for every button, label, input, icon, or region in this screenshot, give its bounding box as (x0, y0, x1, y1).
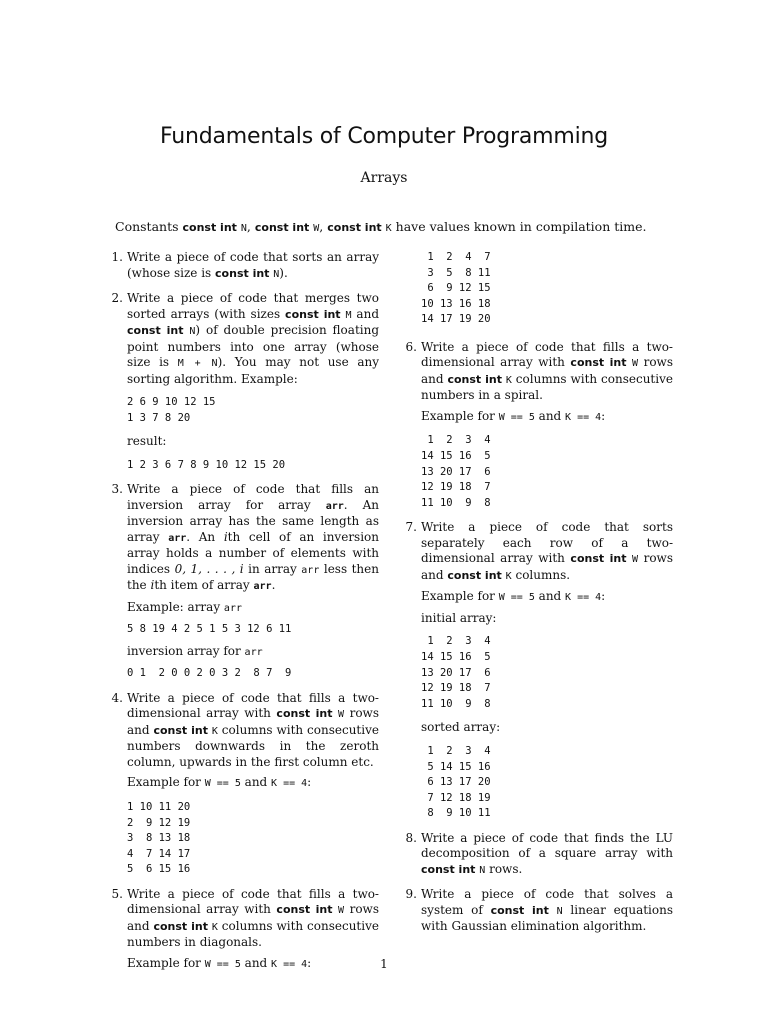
keyword: const int (421, 862, 476, 876)
example-label (421, 409, 673, 426)
document-subtitle: Arrays (360, 170, 408, 186)
text: Write a piece of code that solves a system of (421, 887, 673, 917)
text: less then the (127, 561, 379, 593)
keyword: const int (127, 324, 184, 337)
exercise-number: 8. (405, 830, 417, 845)
keyword: const int (327, 221, 382, 234)
example-label (421, 589, 673, 606)
text: : (307, 955, 312, 970)
text: th cell of an inversion array holds a number of elements with indices (127, 529, 380, 576)
text: Example for (127, 955, 205, 970)
text: ). (279, 265, 288, 280)
array-block: 5 8 19 4 2 5 1 5 3 12 6 11 (127, 623, 292, 636)
text: rows. (485, 861, 523, 876)
variable: M (345, 309, 352, 321)
text: and (534, 408, 566, 423)
intro-text: , (246, 219, 255, 234)
text: : (601, 408, 606, 423)
document-title: Fundamentals of Computer Programming (159, 124, 608, 149)
variable: W == 5 (204, 778, 241, 790)
variable: K (505, 374, 512, 386)
text: rows and (421, 551, 673, 582)
variable: i (150, 578, 155, 593)
intro-text: have values known in compilation time. (391, 219, 647, 234)
exercise-2 (107, 291, 379, 473)
text: Write a piece of code that fills a two-dimensional array with (421, 339, 673, 370)
text: : (601, 589, 606, 604)
variable: M + N (177, 358, 218, 369)
sorted-array-label: sorted array: (421, 720, 501, 735)
exercise-text (127, 291, 379, 387)
variable: W == 5 (498, 411, 535, 423)
text: Write a piece of code that fills a two-dimensional array with (127, 690, 379, 721)
exercise-4 (107, 691, 379, 878)
exercise-number: 1. (111, 250, 123, 264)
intro-paragraph (115, 218, 675, 237)
text: . An (186, 529, 224, 544)
exercise-7 (401, 520, 673, 821)
exercise-1 (107, 250, 379, 282)
left-column (107, 250, 379, 981)
text: in array (243, 561, 302, 576)
text: Example: array (127, 599, 224, 614)
constant-name: W (313, 223, 320, 234)
text: and (240, 775, 272, 790)
text: rows and (421, 355, 673, 386)
variable: arr (223, 602, 242, 614)
variable: K (211, 725, 218, 737)
exercise-text (127, 250, 379, 282)
text: Write a piece of code that sorts an array (whose size is (127, 250, 379, 280)
text: ). You may not use any sorting algorithm. Example: (127, 355, 380, 386)
variable: N (479, 864, 486, 876)
text: ) of double precision floating point numbers into one array (whose size is (127, 323, 380, 369)
exercise-number: 3. (111, 482, 123, 497)
variable: arr (325, 500, 344, 512)
text: Example for (127, 775, 205, 790)
example-label (127, 775, 379, 792)
inversion-block: 0 1 2 0 0 2 0 3 2 8 7 9 (127, 667, 292, 680)
text: Write a piece of code that finds the LU decomposition of a square array with (421, 830, 673, 861)
keyword: const int (570, 356, 627, 370)
variable: W (338, 709, 345, 721)
keyword: const int (276, 707, 333, 721)
exercise-text (127, 691, 379, 771)
text: linear equations with Gaussian elimination algorithm. (421, 902, 674, 934)
text: and (534, 589, 566, 604)
text: columns with consecutive numbers in diagonals. (127, 918, 379, 950)
exercise-number: 6. (405, 339, 417, 354)
text: and (351, 306, 379, 321)
text: columns. (511, 567, 571, 582)
text: . (271, 578, 276, 593)
keyword: const int (490, 903, 549, 917)
intro-text: Constants (115, 219, 183, 234)
constant-name: K (385, 223, 392, 234)
variable: i (223, 529, 228, 544)
example-block: 2 6 9 10 12 15 1 3 7 8 20 (127, 396, 216, 424)
exercise-text (421, 831, 673, 879)
grid-block: 1 10 11 20 2 9 12 19 3 8 13 18 4 7 14 17 5 6 15 16 (127, 800, 191, 876)
variable: arr (244, 646, 263, 658)
text: and (240, 955, 272, 970)
text: Write a piece of code that fills an inversion array for array (127, 482, 379, 512)
keyword: const int (153, 919, 208, 933)
indices: 0, 1, . . . , i (174, 561, 244, 576)
grid-block-exercise-5: 1 2 4 7 3 5 8 11 6 9 12 15 10 13 16 18 14 17 19 20 (421, 251, 491, 326)
text: th item of array (154, 578, 254, 593)
text: : (307, 775, 312, 790)
constant-name: N (240, 223, 247, 234)
exercise-number: 7. (405, 520, 417, 535)
text: rows and (127, 706, 379, 737)
exercise-text (127, 482, 379, 595)
initial-grid-block: 1 2 3 4 14 15 16 5 13 20 17 6 12 19 18 7 11 10 9 8 (421, 635, 491, 710)
variable: W == 5 (204, 958, 241, 970)
text: columns with consecutive numbers downwards in the zeroth column, upwards in the first column etc. (127, 722, 379, 769)
variable: W (632, 554, 639, 566)
variable: K == 4 (565, 592, 602, 604)
exercise-8 (401, 831, 673, 879)
variable: K == 4 (271, 958, 308, 970)
intro-text: , (319, 219, 328, 234)
variable: W (338, 905, 345, 917)
keyword: const int (285, 307, 341, 321)
right-column (401, 250, 673, 944)
text: inversion array for (127, 643, 245, 658)
exercise-text (421, 520, 673, 584)
keyword: const int (570, 552, 627, 566)
exercise-9 (401, 887, 673, 935)
variable: N (273, 268, 280, 280)
result-label: result: (127, 434, 167, 449)
sorted-grid-block: 1 2 3 4 5 14 15 16 6 13 17 20 7 12 18 19 8 9 10 11 (427, 744, 491, 820)
grid-block: 1 2 3 4 14 15 16 5 13 20 17 6 12 19 18 7 11 10 9 8 (421, 434, 491, 509)
keyword: const int (182, 221, 237, 234)
exercise-number: 2. (111, 291, 123, 305)
text: Example for (421, 589, 499, 604)
initial-array-label: initial array: (421, 610, 497, 625)
exercise-number: 4. (111, 690, 123, 705)
text: Write a piece of code that merges two sorted arrays (with sizes (127, 291, 379, 321)
keyword: const int (447, 372, 502, 386)
keyword: const int (215, 266, 270, 280)
keyword: const int (447, 568, 502, 582)
exercise-number: 9. (405, 887, 417, 902)
text: . An inversion array has the same length as array (127, 497, 379, 544)
exercise-6 (401, 340, 673, 511)
page-number: 1 (380, 957, 388, 971)
text: Write a piece of code that sorts separately each row of a two-dimensional array with (421, 520, 673, 566)
keyword: const int (153, 723, 208, 737)
example-label (127, 600, 379, 617)
inversion-label (127, 644, 379, 661)
exercise-text (421, 887, 673, 935)
result-block: 1 2 3 6 7 8 9 10 12 15 20 (127, 458, 286, 471)
variable: arr (168, 532, 187, 544)
variable: arr (301, 564, 320, 576)
variable: N (189, 326, 196, 337)
exercise-number: 5. (111, 886, 123, 901)
variable: W (632, 358, 639, 370)
exercise-text (127, 887, 379, 951)
variable: K (211, 921, 218, 933)
variable: K (505, 570, 512, 582)
variable: K == 4 (565, 411, 602, 423)
variable: W == 5 (498, 592, 535, 604)
text: Write a piece of code that fills a two-dimensional array with (127, 886, 379, 917)
text: columns with consecutive numbers in a spiral. (421, 371, 673, 403)
keyword: const int (254, 221, 310, 234)
variable: N (556, 905, 563, 917)
variable: K == 4 (271, 778, 308, 790)
keyword: const int (276, 903, 333, 917)
text: Example for (421, 408, 499, 423)
variable: arr (253, 581, 272, 593)
exercise-text (421, 340, 673, 404)
exercise-3 (107, 482, 379, 682)
text: rows and (127, 902, 379, 933)
